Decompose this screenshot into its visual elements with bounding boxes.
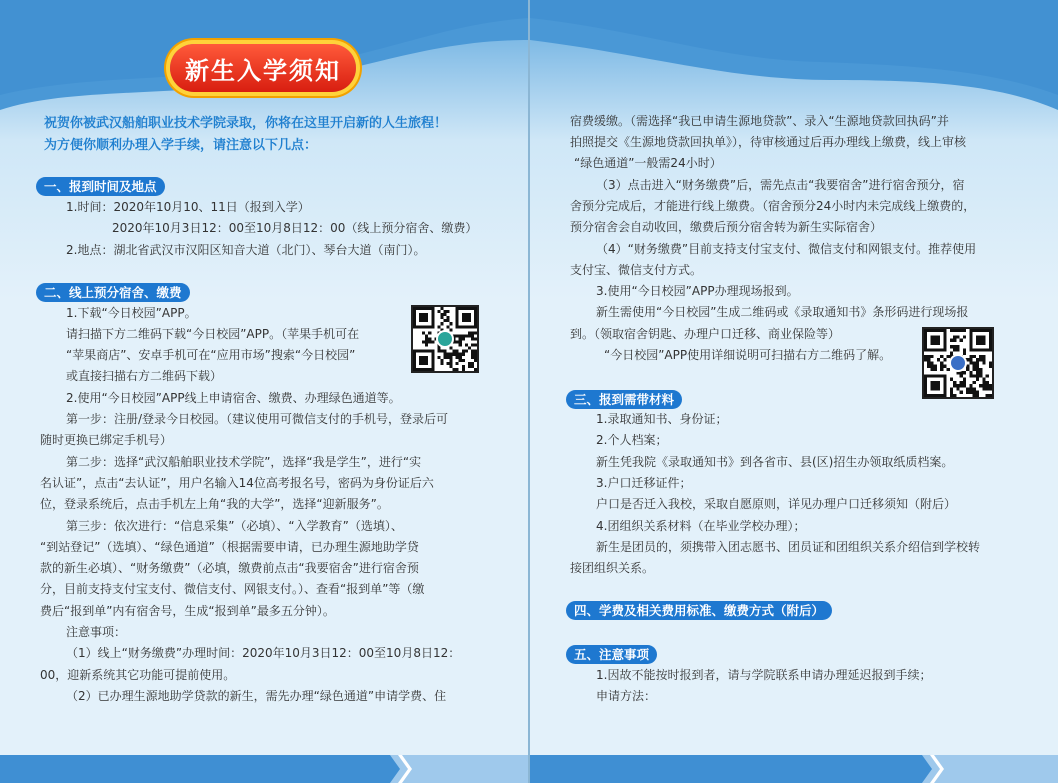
right-page: [530, 0, 1058, 783]
text-line: 新生凭我院《录取通知书》到各省市、县(区)招生办领取纸质档案。: [596, 455, 954, 469]
text-line: 名认证”，点击“去认证”，用户名输入14位高考报名号，密码为身份证后六: [40, 476, 434, 490]
text-line: 新生需使用“今日校园”生成二维码或《录取通知书》条形码进行现场报: [596, 305, 969, 319]
text-line: 注意事项：: [66, 625, 127, 639]
page-title: 新生入学须知: [170, 44, 356, 92]
section-heading: 二、线上预分宿舍、缴费: [36, 283, 190, 302]
qr-code-icon[interactable]: [411, 305, 479, 373]
text-line: 费后“报到单”内有宿舍号，生成“报到单”最多五分钟）。: [40, 604, 335, 618]
text-line: 请扫描下方二维码下载“今日校园”APP。（苹果手机可在: [66, 327, 360, 341]
text-line: 申请方法：: [596, 689, 657, 703]
app-logo-icon: [436, 330, 454, 348]
school-logo-icon: [949, 354, 967, 372]
bottom-band-decoration: [0, 755, 529, 783]
text-line: 拍照提交《生源地贷款回执单》），待审核通过后再办理线上缴费，线上审核: [570, 135, 967, 149]
text-line: 第二步：选择“武汉船舶职业技术学院”，选择“我是学生”，进行“实: [66, 455, 422, 469]
text-line: 第一步：注册/登录今日校园。（建议使用可微信支付的手机号，登录后可: [66, 412, 449, 426]
text-line: 1.时间：2020年10月10、11日（报到入学）: [66, 200, 310, 214]
text-line: “苹果商店”、安卓手机可在“应用市场”搜索“今日校园”: [66, 348, 356, 362]
text-line: “到站登记”（选填）、“绿色通道”（根据需要申请，已办理生源地助学贷: [40, 540, 419, 554]
bottom-band-decoration: [530, 755, 1058, 783]
section-heading: 一、报到时间及地点: [36, 177, 165, 196]
text-line: 1.因故不能按时报到者，请与学院联系申请办理延迟报到手续；: [596, 668, 932, 682]
text-line: 1.录取通知书、身份证；: [596, 412, 728, 426]
text-line: 第三步：依次进行：“信息采集”（必填）、“入学教育”（选填）、: [66, 519, 403, 533]
text-line: （1）线上“财务缴费”办理时间：2020年10月3日12：00至10月8日12：: [66, 646, 461, 660]
section-heading: 四、学费及相关费用标准、缴费方式（附后）: [566, 601, 832, 620]
section-heading: 五、注意事项: [566, 645, 657, 664]
text-line: 2.使用“今日校园”APP线上申请宿舍、缴费、办理绿色通道等。: [66, 391, 401, 405]
intro-text: [44, 113, 494, 157]
text-line: （4）“财务缴费”目前支持支付宝支付、微信支付和网银支付。推荐使用: [596, 242, 977, 256]
text-line: 3.使用“今日校园”APP办理现场报到。: [596, 284, 799, 298]
text-line: 2020年10月3日12：00至10月8日12：00（线上预分宿舍、缴费）: [112, 221, 478, 235]
text-line: 3.户口迁移证件；: [596, 476, 692, 490]
text-line: 位，登录系统后，点击手机左上角“我的大学”，选择“迎新服务”。: [40, 497, 389, 511]
text-line: 00，迎新系统其它功能可提前使用。: [40, 668, 236, 682]
text-line: 宿费缓缴。（需选择“我已申请生源地贷款”、录入“生源地贷款回执码”并: [570, 114, 949, 128]
text-line: 户口是否迁入我校，采取自愿原则，详见办理户口迁移须知（附后）: [596, 497, 957, 511]
text-line: 2.个人档案；: [596, 433, 668, 447]
qr-code-icon[interactable]: [922, 327, 994, 399]
text-line: 新生是团员的，须携带入团志愿书、团员证和团组织关系介绍信到学校转: [596, 540, 981, 554]
text-line: 分，目前支持支付宝支付、微信支付、网银支付。）、查看“报到单”等（缴: [40, 582, 425, 596]
text-line: 1.下载“今日校园”APP。: [66, 306, 197, 320]
intro-line: 为方便你顺利办理入学手续，请注意以下几点：: [44, 138, 318, 153]
text-line: （2）已办理生源地助学贷款的新生，需先办理“绿色通道”申请学费、住: [66, 689, 447, 703]
text-line: 4.团组织关系材料（在毕业学校办理）；: [596, 519, 806, 533]
text-line: “今日校园”APP使用详细说明可扫描右方二维码了解。: [604, 348, 892, 362]
text-line: （3）点击进入“财务缴费”后，需先点击“我要宿舍”进行宿舍预分，宿: [596, 178, 965, 192]
text-line: 到。（领取宿舍钥匙、办理户口迁移、商业保险等）: [570, 327, 841, 341]
text-line: 款的新生必填）、“财务缴费”（必填，缴费前点击“我要宿舍”进行宿舍预: [40, 561, 419, 575]
text-line: 预分宿舍会自动收回，缴费后预分宿舍转为新生实际宿舍）: [570, 220, 883, 234]
section-heading: 三、报到需带材料: [566, 390, 682, 409]
text-line: 随时更换已绑定手机号）: [40, 433, 173, 447]
text-line: “绿色通道”一般需24小时）: [574, 156, 722, 170]
intro-line: 祝贺你被武汉船舶职业技术学院录取，你将在这里开启新的人生旅程！: [44, 116, 448, 131]
text-line: 2.地点：湖北省武汉市汉阳区知音大道（北门）、琴台大道（南门）。: [66, 243, 426, 257]
text-line: 接团组织关系。: [570, 561, 655, 575]
text-line: 支付宝、微信支付方式。: [570, 263, 703, 277]
text-line: 或直接扫描右方二维码下载）: [66, 369, 223, 383]
text-line: 舍预分完成后，才能进行线上缴费。（宿舍预分24小时内未完成线上缴费的，: [570, 199, 976, 213]
